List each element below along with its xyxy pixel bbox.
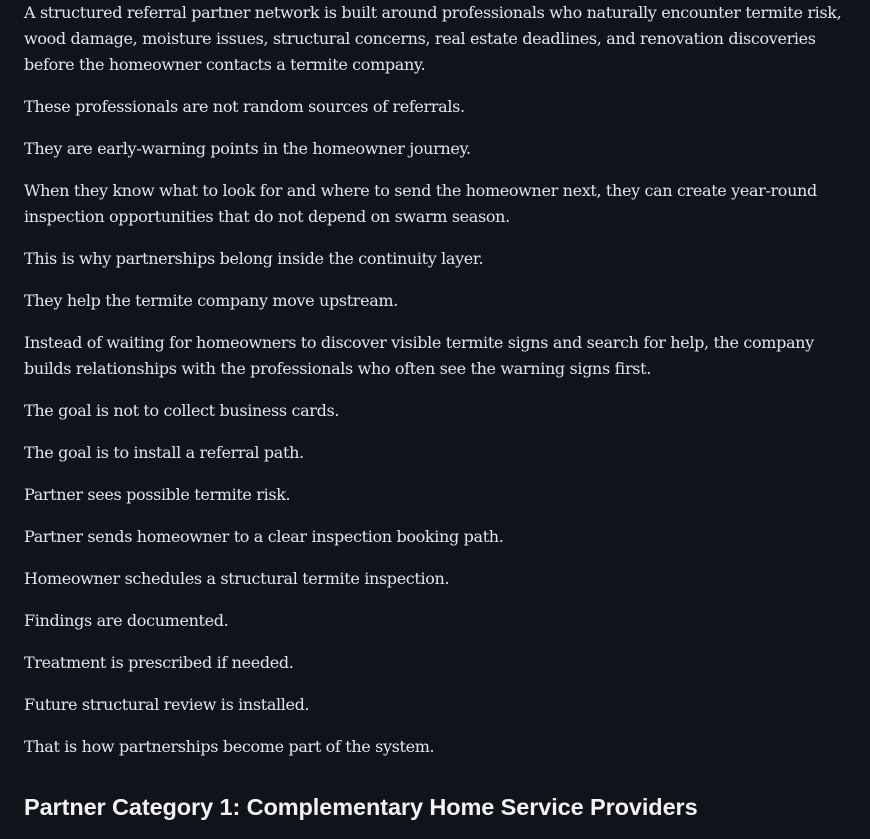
paragraph: Instead of waiting for homeowners to discover visible termite signs and search for help, the company builds relationships with the professionals who often see the warning signs first.: [24, 333, 814, 378]
paragraph: When they know what to look for and where to send the homeowner next, they can create year-round inspection opportunities that do not depend on swarm season.: [24, 181, 817, 226]
paragraph: These professionals are not random sources of referrals.: [24, 97, 465, 116]
paragraph: Findings are documented.: [24, 611, 229, 630]
paragraph: The goal is not to collect business cards.: [24, 401, 340, 420]
paragraph: The goal is to install a referral path.: [24, 443, 304, 462]
paragraph: They are early-warning points in the homeowner journey.: [24, 139, 471, 158]
paragraph: Future structural review is installed.: [24, 695, 310, 714]
paragraph: Partner sees possible termite risk.: [24, 485, 291, 504]
paragraph: That is how partnerships become part of the system.: [24, 737, 435, 756]
paragraph: Partner sends homeowner to a clear inspection booking path.: [24, 527, 504, 546]
section-heading: Partner Category 1: Complementary Home Service Providers: [24, 794, 698, 820]
paragraph: They help the termite company move upstream.: [24, 291, 398, 310]
paragraph: Homeowner schedules a structural termite inspection.: [24, 569, 450, 588]
paragraph: A structured referral partner network is built around professionals who naturally encounter termite risk, wood damage, moisture issues, structural concerns, real estate deadlines, and renovation discoveries before the homeowner contacts a termite company.: [24, 3, 842, 74]
paragraph: This is why partnerships belong inside the continuity layer.: [24, 249, 484, 268]
article-body: [24, 0, 844, 823]
paragraph: Treatment is prescribed if needed.: [24, 653, 294, 672]
